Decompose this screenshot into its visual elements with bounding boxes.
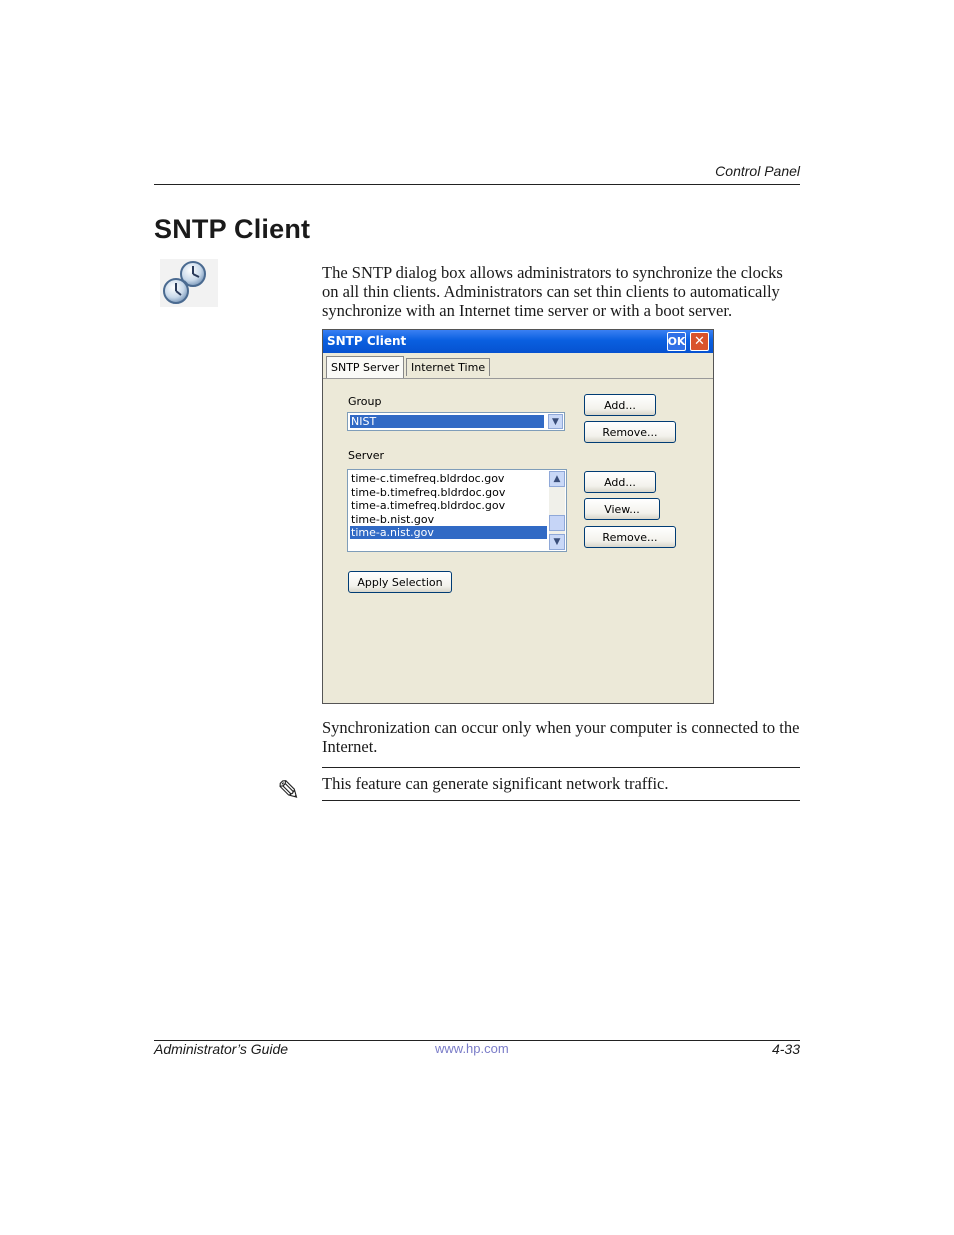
dialog-title: SNTP Client	[327, 334, 407, 348]
server-view-button[interactable]: View...	[584, 498, 660, 520]
scroll-up-icon[interactable]: ▲	[549, 471, 565, 487]
header-rule	[154, 184, 800, 185]
server-label: Server	[348, 449, 385, 462]
server-list-scrollbar[interactable]	[549, 471, 565, 550]
group-dropdown[interactable]	[347, 412, 565, 431]
group-add-button[interactable]: Add...	[584, 394, 656, 416]
chevron-down-icon[interactable]: ▼	[548, 414, 563, 429]
apply-selection-button[interactable]: Apply Selection	[348, 571, 452, 593]
list-item[interactable]: time-b.timefreq.bldrdoc.gov	[351, 486, 506, 499]
tab-internet-time[interactable]: Internet Time	[406, 358, 490, 376]
sntp-dialog	[322, 329, 714, 704]
footer-link[interactable]: www.hp.com	[435, 1041, 509, 1056]
group-label: Group	[348, 395, 382, 408]
server-add-button[interactable]: Add...	[584, 471, 656, 493]
server-remove-button[interactable]: Remove...	[584, 526, 676, 548]
pencil-note-icon: ✎	[277, 774, 301, 807]
list-item[interactable]: time-c.timefreq.bldrdoc.gov	[351, 472, 505, 485]
list-item-selected[interactable]: time-a.nist.gov	[350, 526, 547, 539]
running-header: Control Panel	[715, 163, 800, 179]
scroll-down-icon[interactable]: ▼	[549, 534, 565, 550]
group-remove-button[interactable]: Remove...	[584, 421, 676, 443]
page-number: 4-33	[771, 1041, 800, 1057]
ok-button[interactable]: OK	[667, 332, 686, 351]
note-text: This feature can generate significant network traffic.	[322, 774, 669, 793]
sync-paragraph: Synchronization can occur only when your computer is connected to the Internet.	[322, 718, 800, 756]
close-button[interactable]: ✕	[690, 332, 709, 351]
server-list[interactable]	[347, 469, 567, 552]
list-item[interactable]: time-a.timefreq.bldrdoc.gov	[351, 499, 506, 512]
page-title: SNTP Client	[154, 214, 311, 244]
tab-sntp-server[interactable]: SNTP Server	[326, 356, 404, 378]
dialog-titlebar[interactable]	[323, 330, 713, 353]
clock-sync-icon	[160, 259, 218, 307]
list-item[interactable]: time-b.nist.gov	[351, 513, 435, 526]
tab-divider	[323, 378, 713, 379]
scroll-thumb[interactable]	[549, 515, 565, 531]
intro-paragraph: The SNTP dialog box allows administrators to synchronize the clocks on all thin clients. Administrators can set thin clients to automatically synchronize with an Internet time server or with a boot server.	[322, 263, 783, 320]
group-value: NIST	[350, 415, 544, 428]
note-top-rule	[322, 767, 800, 768]
footer-guide-title: Administrator’s Guide	[154, 1041, 289, 1057]
note-bottom-rule	[322, 800, 800, 801]
